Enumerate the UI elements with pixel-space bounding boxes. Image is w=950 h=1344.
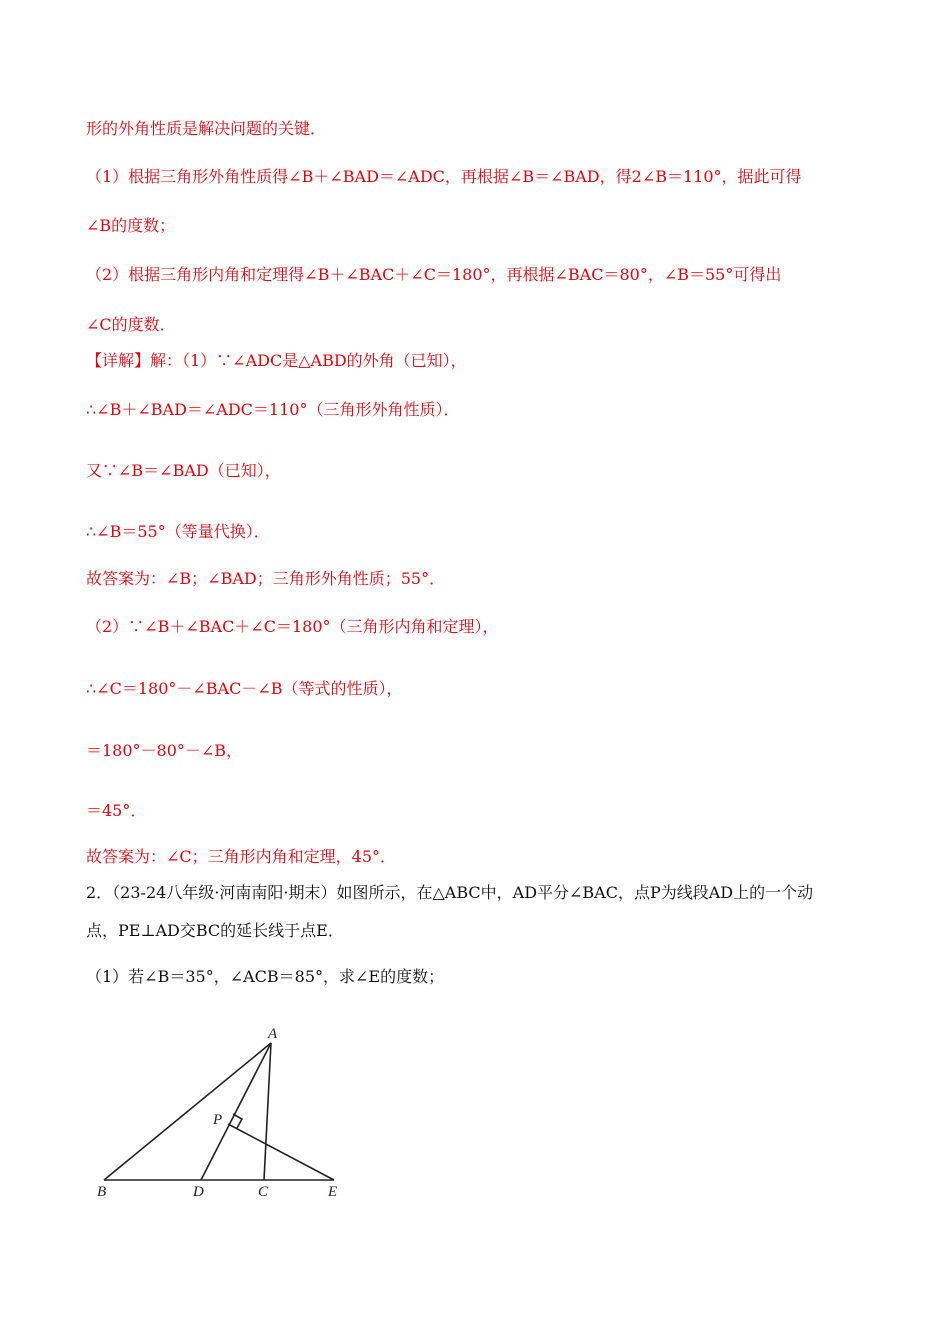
- label-D: D: [193, 1184, 204, 1200]
- text-line-14: ＝45°．: [86, 801, 147, 820]
- text-line-12: ∴∠C＝180°－∠BAC－∠B（等式的性质），: [86, 679, 403, 698]
- text-line-11: （2）∵∠B＋∠BAC＋∠C＝180°（三角形内角和定理），: [86, 617, 499, 636]
- text-line-5: ∠C的度数．: [86, 315, 176, 334]
- label-B: B: [97, 1184, 107, 1200]
- text-line-4: （2）根据三角形内角和定理得∠B＋∠BAC＋∠C＝180°，再根据∠BAC＝80°，∠B＝55°可得出: [86, 265, 782, 284]
- text-line-2: （1）根据三角形外角性质得∠B＋∠BAD＝∠ADC，再根据∠B＝∠BAD，得2∠B＝110°，据此可得: [86, 167, 802, 186]
- text-line-16: 2．（23-24八年级·河南南阳·期末）如图所示，在△ABC中，AD平分∠BAC，点P为线段AD上的一个动: [86, 883, 814, 902]
- segment-PE: [228, 1124, 334, 1180]
- text-line-13: ＝180°－80°－∠B，: [86, 741, 243, 760]
- text-line-18: （1）若∠B＝35°，∠ACB＝85°，求∠E的度数；: [86, 967, 445, 986]
- label-A: A: [268, 1026, 278, 1042]
- segment-AD: [201, 1043, 271, 1180]
- text-line-9: ∴∠B＝55°（等量代换）．: [86, 522, 270, 541]
- text-line-17: 点，PE⊥AD交BC的延长线于点E．: [86, 921, 344, 940]
- text-line-3: ∠B的度数；: [86, 216, 176, 235]
- segment-AB: [104, 1043, 271, 1180]
- text-line-6: 【详解】解：（1）∵∠ADC是△ABD的外角（已知），: [86, 351, 467, 370]
- text-line-7: ∴∠B＋∠BAD＝∠ADC＝110°（三角形外角性质）．: [86, 400, 460, 419]
- label-E: E: [328, 1184, 338, 1200]
- text-line-8: 又∵∠B＝∠BAD（已知），: [86, 461, 281, 480]
- text-line-1: 形的外角性质是解决问题的关键．: [86, 119, 327, 138]
- right-angle-mark: [233, 1114, 242, 1128]
- label-P: P: [213, 1112, 223, 1128]
- text-line-10: 故答案为：∠B；∠BAD；三角形外角性质；55°．: [86, 569, 446, 588]
- label-C: C: [258, 1184, 269, 1200]
- text-line-15: 故答案为：∠C；三角形内角和定理，45°．: [86, 847, 397, 866]
- segment-AC: [264, 1043, 271, 1180]
